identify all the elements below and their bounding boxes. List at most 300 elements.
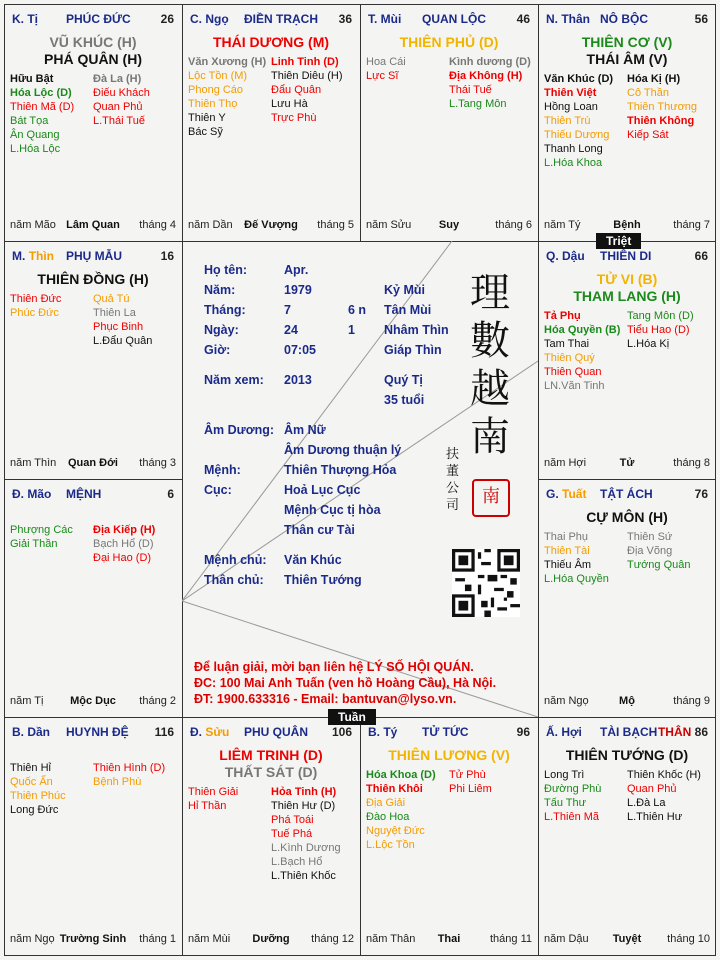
minor-star[interactable]: L.Thiên Mã xyxy=(544,811,600,823)
minor-star[interactable]: L.Hóa Kị xyxy=(627,338,670,350)
ngay-value: 24 xyxy=(284,323,298,337)
minor-stars-left xyxy=(366,55,449,111)
minor-stars xyxy=(544,309,710,393)
minor-star[interactable]: Văn Khúc (D) xyxy=(544,73,614,85)
am-duong-value: Âm Nữ xyxy=(284,423,326,437)
minor-star[interactable]: Đào Hoa xyxy=(366,811,410,823)
tuan-mark: Tuần xyxy=(328,709,376,725)
minor-star[interactable]: Linh Tinh (D) xyxy=(271,56,339,68)
menh-label: Mệnh: xyxy=(204,463,241,477)
minor-star[interactable]: Thiên Tài xyxy=(544,545,590,557)
minor-star[interactable]: L.Kình Dương xyxy=(271,842,341,854)
minor-star[interactable]: Thiên Phúc xyxy=(10,790,66,802)
minor-stars-right xyxy=(93,761,176,817)
palace-name-text: QUAN LỘC xyxy=(422,12,486,26)
palace-mui[interactable] xyxy=(360,4,538,241)
palace-footer xyxy=(188,219,354,233)
minor-star[interactable]: Lực Sĩ xyxy=(366,70,399,82)
palace-age xyxy=(155,725,174,739)
minor-star[interactable]: Địa Không (H) xyxy=(449,70,523,82)
palace-year: năm Sửu xyxy=(366,219,412,231)
palace-stage: Quan Đới xyxy=(68,457,118,469)
main-star[interactable]: TỬ VI (B) xyxy=(596,271,658,287)
palace-age xyxy=(332,725,352,739)
minor-star[interactable]: Thanh Long xyxy=(544,143,603,155)
nam-can-chi: Kỷ Mùi xyxy=(384,283,425,297)
palace-age xyxy=(695,487,708,501)
palace-month: tháng 11 xyxy=(489,933,532,945)
palace-age xyxy=(339,12,352,26)
main-star[interactable]: THIÊN LƯƠNG (V) xyxy=(388,747,510,763)
palace-age-num: 36 xyxy=(338,12,352,26)
ngay-can-chi: Nhâm Thìn xyxy=(384,323,449,337)
minor-star[interactable]: Bác Sỹ xyxy=(188,126,223,138)
palace-branch xyxy=(12,725,50,739)
palace-age-num: 106 xyxy=(331,725,352,739)
minor-star[interactable]: LN.Văn Tinh xyxy=(544,380,605,392)
palace-header xyxy=(544,723,710,739)
minor-star[interactable]: Kiếp Sát xyxy=(627,129,669,141)
palace-month: tháng 12 xyxy=(311,933,354,945)
minor-stars-right xyxy=(627,768,710,824)
triet-mark: Triệt xyxy=(596,233,641,249)
main-star[interactable]: THIÊN PHỦ (D) xyxy=(399,34,499,50)
minor-star[interactable]: Thiên Trù xyxy=(544,115,591,127)
palace-branch-label: M. xyxy=(12,249,26,263)
palace-thin[interactable] xyxy=(4,241,182,479)
palace-branch xyxy=(546,725,582,739)
palace-ti[interactable] xyxy=(4,4,182,241)
palace-name-text: THIÊN DI xyxy=(600,249,652,263)
minor-stars-right xyxy=(627,72,710,170)
minor-star[interactable]: Tuế Phá xyxy=(271,828,313,840)
palace-name-text: PHU QUÂN xyxy=(244,725,309,739)
minor-star[interactable]: Thiên Hình (D) xyxy=(93,762,166,774)
minor-stars-left xyxy=(544,530,627,586)
palace-branch-label: K. Tị xyxy=(12,12,38,26)
minor-stars xyxy=(10,72,176,156)
palace-stage: Tử xyxy=(619,457,635,469)
main-stars xyxy=(366,34,532,51)
palace-stage: Trường Sinh xyxy=(59,933,127,945)
minor-stars-right xyxy=(627,530,710,586)
minor-star[interactable]: Bát Tọa xyxy=(10,115,49,127)
minor-star[interactable]: Điếu Khách xyxy=(93,87,150,99)
minor-star[interactable]: Thiên Mã (D) xyxy=(10,101,75,113)
minor-star[interactable]: Thiên Hư (D) xyxy=(271,800,336,812)
palace-footer xyxy=(544,933,710,947)
than-marker: THÂN xyxy=(657,725,692,739)
palace-branch-label: B. Dần xyxy=(12,725,51,739)
palace-stage: Dưỡng xyxy=(252,933,290,945)
minor-star[interactable]: Long Trì xyxy=(544,769,585,781)
minor-star[interactable]: Thiên Hỉ xyxy=(10,762,51,774)
palace-tuat[interactable] xyxy=(538,479,716,717)
palace-name xyxy=(600,487,653,501)
main-star[interactable]: LIÊM TRINH (D) xyxy=(219,747,323,763)
palace-name xyxy=(244,12,318,26)
minor-stars-right xyxy=(271,785,354,883)
gio-label: Giờ: xyxy=(204,343,231,357)
palace-year: năm Hợi xyxy=(544,457,587,469)
palace-age-num: 56 xyxy=(694,12,708,26)
minor-star[interactable]: Đường Phù xyxy=(544,783,602,795)
minor-star[interactable]: Thiên Diêu (H) xyxy=(271,70,343,82)
palace-year: năm Tý xyxy=(544,219,581,231)
minor-star[interactable]: Thiếu Âm xyxy=(544,559,592,571)
palace-stage: Mộc Dục xyxy=(70,695,116,707)
palace-name xyxy=(422,725,469,739)
palace-month: tháng 3 xyxy=(139,457,176,469)
minor-star[interactable]: Thiên Thọ xyxy=(188,98,238,110)
minor-star[interactable]: Lộc Tồn (M) xyxy=(188,70,248,82)
minor-stars xyxy=(188,55,354,139)
palace-branch-stem: Sửu xyxy=(205,725,230,739)
palace-name-text: TẬT ÁCH xyxy=(600,487,653,501)
minor-star[interactable]: Giải Thần xyxy=(10,538,58,550)
palace-age-num: 76 xyxy=(694,487,708,501)
minor-stars xyxy=(10,523,176,565)
nam-xem-can-chi: Quý Tị xyxy=(384,373,423,387)
main-stars xyxy=(10,34,176,68)
minor-star[interactable]: Thiên Giải xyxy=(188,786,239,798)
minor-star[interactable]: Thiên Thương xyxy=(627,101,698,113)
palace-header xyxy=(10,247,176,263)
am-duong-label: Âm Dương: xyxy=(204,423,275,437)
calligraphy-seal xyxy=(458,269,522,461)
minor-star[interactable]: Đại Hao (D) xyxy=(93,552,152,564)
minor-star[interactable]: Quả Tú xyxy=(93,293,130,305)
minor-star[interactable]: Lưu Hà xyxy=(271,98,308,110)
thang-label: Tháng: xyxy=(204,303,246,317)
minor-star[interactable]: Hoa Cái xyxy=(366,56,406,68)
palace-age-num: 116 xyxy=(154,725,174,739)
minor-star[interactable]: Nguyệt Đức xyxy=(366,825,425,837)
minor-star[interactable]: Phục Binh xyxy=(93,321,144,333)
minor-star[interactable]: Quốc Ấn xyxy=(10,776,53,788)
palace-header xyxy=(544,485,710,501)
minor-star[interactable]: Thiên Đức xyxy=(10,293,62,305)
palace-branch xyxy=(12,249,54,263)
palace-month: tháng 9 xyxy=(673,695,710,707)
seal-char: 南 xyxy=(470,414,510,460)
minor-star[interactable]: Thiên Quan xyxy=(544,366,602,378)
minor-stars xyxy=(544,768,710,824)
palace-branch xyxy=(368,12,401,26)
palace-stage: Tuyệt xyxy=(612,933,642,945)
menh-chu-value: Văn Khúc xyxy=(284,553,342,567)
minor-star[interactable]: Phi Liêm xyxy=(449,783,492,795)
minor-star[interactable]: Kình dương (D) xyxy=(449,56,531,68)
minor-star[interactable]: L.Đà La xyxy=(627,797,666,809)
minor-star[interactable]: Thiếu Dương xyxy=(544,129,610,141)
palace-header xyxy=(10,10,176,26)
minor-star[interactable]: Quan Phủ xyxy=(93,101,143,113)
main-star[interactable]: CỰ MÔN (H) xyxy=(586,509,668,525)
minor-star[interactable]: Tang Môn (D) xyxy=(627,310,694,322)
minor-star[interactable]: L.Hóa Quyền xyxy=(544,573,609,585)
center-info-panel xyxy=(182,241,538,717)
palace-footer xyxy=(10,933,176,947)
minor-star[interactable]: Văn Xương (H) xyxy=(188,56,267,68)
minor-star[interactable]: L.Thiên Khốc xyxy=(271,870,336,882)
palace-stage: Bệnh xyxy=(613,219,641,231)
minor-star[interactable]: Tam Thai xyxy=(544,338,590,350)
minor-star[interactable]: Bạch Hổ (D) xyxy=(93,538,154,550)
minor-stars-left xyxy=(366,768,449,852)
minor-star[interactable]: Đẩu Quân xyxy=(271,84,322,96)
palace-name-text: PHỤ MẪU xyxy=(66,249,122,263)
minor-star[interactable]: Thai Phụ xyxy=(544,531,589,543)
main-star[interactable]: THIÊN ĐỒNG (H) xyxy=(37,271,149,287)
than-chu-value: Thiên Tướng xyxy=(284,573,362,587)
palace-name-text: MỆNH xyxy=(66,487,102,501)
minor-stars xyxy=(544,72,710,170)
palace-name xyxy=(66,12,131,26)
contact-block xyxy=(194,659,534,707)
ngay-label: Ngày: xyxy=(204,323,239,337)
main-star[interactable]: THÁI DƯƠNG (M) xyxy=(212,34,330,50)
menh-value: Thiên Thượng Hỏa xyxy=(284,463,397,477)
palace-branch-stem: Tuất xyxy=(562,487,587,501)
minor-star[interactable]: Phượng Các xyxy=(10,524,73,536)
than-chu-label: Thân chủ: xyxy=(204,573,264,587)
palace-branch xyxy=(190,12,229,26)
minor-star[interactable]: Thiên Quý xyxy=(544,352,595,364)
minor-stars-right xyxy=(449,768,532,852)
main-star[interactable]: THAM LANG (H) xyxy=(573,288,681,304)
palace-age xyxy=(161,12,174,26)
palace-year: năm Dần xyxy=(188,219,233,231)
main-stars xyxy=(544,747,710,764)
palace-header xyxy=(544,10,710,26)
minor-star[interactable]: Hóa Quyền (B) xyxy=(544,324,621,336)
minor-star[interactable]: Thiên Y xyxy=(188,112,226,124)
main-stars xyxy=(10,509,176,519)
palace-header xyxy=(544,247,710,263)
palace-footer xyxy=(366,219,532,233)
palace-year: năm Mão xyxy=(10,219,56,231)
palace-branch-label: B. Tý xyxy=(368,725,398,739)
minor-stars-left xyxy=(10,72,93,156)
minor-star[interactable]: Tiểu Hao (D) xyxy=(627,324,690,336)
minor-star[interactable]: Hóa Khoa (D) xyxy=(366,769,436,781)
palace-branch xyxy=(546,487,586,501)
minor-star[interactable]: Thiên La xyxy=(93,307,136,319)
palace-month: tháng 5 xyxy=(317,219,354,231)
ho-ten-label: Họ tên: xyxy=(204,263,248,277)
minor-star[interactable]: Thiên Khốc (H) xyxy=(627,769,701,781)
minor-star[interactable]: Thiên Sứ xyxy=(627,531,673,543)
palace-dan[interactable] xyxy=(4,717,182,955)
palace-name xyxy=(600,12,648,26)
palace-month: tháng 8 xyxy=(673,457,710,469)
minor-star[interactable]: Địa Võng xyxy=(627,545,673,557)
palace-name xyxy=(66,249,122,263)
palace-than[interactable] xyxy=(538,4,716,241)
minor-stars-left xyxy=(188,55,271,139)
tuoi-value: 35 tuổi xyxy=(384,393,425,407)
palace-age xyxy=(167,487,174,501)
palace-branch-label: Ấ. Hợi xyxy=(546,725,582,739)
palace-footer xyxy=(188,933,354,947)
minor-star[interactable]: Phá Toái xyxy=(271,814,314,826)
seal-char: 越 xyxy=(470,366,510,412)
minor-star[interactable]: Tử Phù xyxy=(449,769,486,781)
palace-suu[interactable] xyxy=(182,717,360,955)
palace-branch xyxy=(12,487,51,501)
minor-star[interactable]: L.Tang Môn xyxy=(449,98,507,110)
minor-star[interactable]: Hữu Bật xyxy=(10,73,54,85)
palace-age-num: 86 xyxy=(694,725,708,739)
minor-star[interactable]: Hỏa Tinh (H) xyxy=(271,786,337,798)
minor-stars-left xyxy=(10,761,93,817)
minor-star[interactable]: L.Hóa Khoa xyxy=(544,157,603,169)
palace-age xyxy=(517,12,530,26)
nam-value: 1979 xyxy=(284,283,312,297)
minor-star[interactable]: Địa Giải xyxy=(366,797,406,809)
main-stars xyxy=(544,34,710,68)
minor-star[interactable]: Hóa Lộc (D) xyxy=(10,87,72,99)
palace-name xyxy=(66,487,101,501)
palace-year: năm Ngọ xyxy=(10,933,55,945)
minor-star[interactable]: Thái Tuế xyxy=(449,84,492,96)
gio-can-chi: Giáp Thìn xyxy=(384,343,442,357)
palace-age-num: 26 xyxy=(160,12,174,26)
palace-branch-label: Đ. xyxy=(190,725,202,739)
minor-star[interactable]: Tả Phụ xyxy=(544,310,581,322)
minor-stars-left xyxy=(188,785,271,883)
minor-star[interactable]: L.Hóa Lộc xyxy=(10,143,61,155)
minor-stars xyxy=(544,530,710,586)
main-star[interactable]: THÁI ÂM (V) xyxy=(586,51,668,67)
thang-nhuan: 6 n xyxy=(348,303,367,317)
main-star[interactable]: PHÁ QUÂN (H) xyxy=(44,51,142,67)
minor-star[interactable]: L.Đẩu Quân xyxy=(93,335,153,347)
palace-dau[interactable] xyxy=(538,241,716,479)
minor-star[interactable]: Long Đức xyxy=(10,804,59,816)
palace-year: năm Ngọ xyxy=(544,695,589,707)
palace-month: tháng 4 xyxy=(139,219,176,231)
main-star[interactable]: THIÊN TƯỚNG (D) xyxy=(565,747,689,763)
thang-can-chi: Tân Mùi xyxy=(384,303,432,317)
palace-footer xyxy=(10,457,176,471)
palace-name-text: NÔ BỘC xyxy=(600,12,648,26)
main-star[interactable]: VŨ KHÚC (H) xyxy=(49,34,137,50)
qr-code-icon[interactable] xyxy=(452,549,520,617)
contact-phone-email[interactable]: ĐT: 1900.633316 - Email: bantuvan@lyso.vn. xyxy=(194,692,457,706)
am-duong-note: Âm Dương thuận lý xyxy=(284,443,402,457)
minor-star[interactable]: Tấu Thư xyxy=(544,797,587,809)
palace-year: năm Thân xyxy=(366,933,416,945)
palace-header xyxy=(188,10,354,26)
palace-age xyxy=(658,725,708,739)
palace-age xyxy=(517,725,530,739)
palace-branch-label: Q. Dậu xyxy=(546,249,585,263)
palace-month: tháng 1 xyxy=(139,933,176,945)
main-stars xyxy=(188,34,354,51)
minor-star[interactable]: Đà La (H) xyxy=(93,73,142,85)
minor-stars xyxy=(366,55,532,111)
palace-age-num: 46 xyxy=(516,12,530,26)
minor-stars-right xyxy=(449,55,532,111)
main-stars xyxy=(544,271,710,305)
main-star[interactable]: THIÊN CƠ (V) xyxy=(581,34,673,50)
palace-footer xyxy=(10,219,176,233)
palace-ngo[interactable] xyxy=(182,4,360,241)
palace-footer xyxy=(10,695,176,709)
minor-star[interactable]: L.Lộc Tồn xyxy=(366,839,415,851)
palace-footer xyxy=(544,695,710,709)
main-stars xyxy=(544,509,710,526)
palace-stage: Suy xyxy=(438,219,460,231)
minor-stars-right xyxy=(93,72,176,156)
ho-ten-value: Apr. xyxy=(284,263,309,277)
minor-star[interactable]: Quan Phủ xyxy=(627,783,677,795)
minor-star[interactable]: L.Thái Tuế xyxy=(93,115,145,127)
minor-star[interactable]: Hồng Loan xyxy=(544,101,598,113)
palace-year: năm Dậu xyxy=(544,933,589,945)
minor-star[interactable]: Thiên Không xyxy=(627,115,695,127)
minor-star[interactable]: Hóa Kị (H) xyxy=(627,73,681,85)
palace-ty[interactable] xyxy=(360,717,538,955)
contact-line: Để luận giải, mời bạn liên hệ LÝ SỐ HỘI QUÁN. xyxy=(194,660,474,674)
minor-stars-right xyxy=(93,523,176,565)
minor-star[interactable]: Tướng Quân xyxy=(627,559,691,571)
minor-stars-right xyxy=(271,55,354,139)
red-stamp: 南 xyxy=(472,479,510,517)
palace-age-num: 66 xyxy=(694,249,708,263)
nam-xem-label: Năm xem: xyxy=(204,373,264,387)
minor-star[interactable]: Phong Cáo xyxy=(188,84,244,96)
minor-star[interactable]: Trực Phù xyxy=(271,112,317,124)
minor-stars xyxy=(366,768,532,852)
minor-stars xyxy=(10,292,176,348)
minor-star[interactable]: Địa Kiếp (H) xyxy=(93,524,156,536)
minor-star[interactable]: Cô Thần xyxy=(627,87,669,99)
main-stars xyxy=(366,747,532,764)
minor-star[interactable]: Hỉ Thần xyxy=(188,800,227,812)
palace-month: tháng 6 xyxy=(495,219,532,231)
minor-star[interactable]: Thiên Khôi xyxy=(366,783,423,795)
minor-star[interactable]: Ân Quang xyxy=(10,129,60,141)
palace-mao[interactable] xyxy=(4,479,182,717)
ngay-am: 1 xyxy=(348,323,355,337)
palace-name xyxy=(422,12,486,26)
minor-stars-left xyxy=(544,72,627,170)
minor-star[interactable]: L.Bạch Hổ xyxy=(271,856,323,868)
palace-age xyxy=(695,249,708,263)
palace-age-num: 96 xyxy=(516,725,530,739)
palace-branch-label: G. xyxy=(546,487,559,501)
minor-stars-left xyxy=(10,292,93,348)
palace-hoi[interactable] xyxy=(538,717,716,955)
minor-star[interactable]: Thiên Việt xyxy=(544,87,597,99)
main-star[interactable]: THẤT SÁT (D) xyxy=(224,764,318,780)
palace-age xyxy=(161,249,174,263)
minor-star[interactable]: Bệnh Phù xyxy=(93,776,142,788)
than-cu: Thân cư Tài xyxy=(284,523,355,537)
minor-stars-right xyxy=(93,292,176,348)
minor-star[interactable]: L.Thiên Hư xyxy=(627,811,683,823)
palace-name-text: TỬ TỨC xyxy=(422,725,469,739)
palace-footer xyxy=(544,457,710,471)
minor-star[interactable]: Phúc Đức xyxy=(10,307,59,319)
palace-stage: Lâm Quan xyxy=(66,219,120,231)
nam-label: Năm: xyxy=(204,283,236,297)
main-stars xyxy=(10,747,176,757)
palace-stage: Mộ xyxy=(619,695,635,707)
